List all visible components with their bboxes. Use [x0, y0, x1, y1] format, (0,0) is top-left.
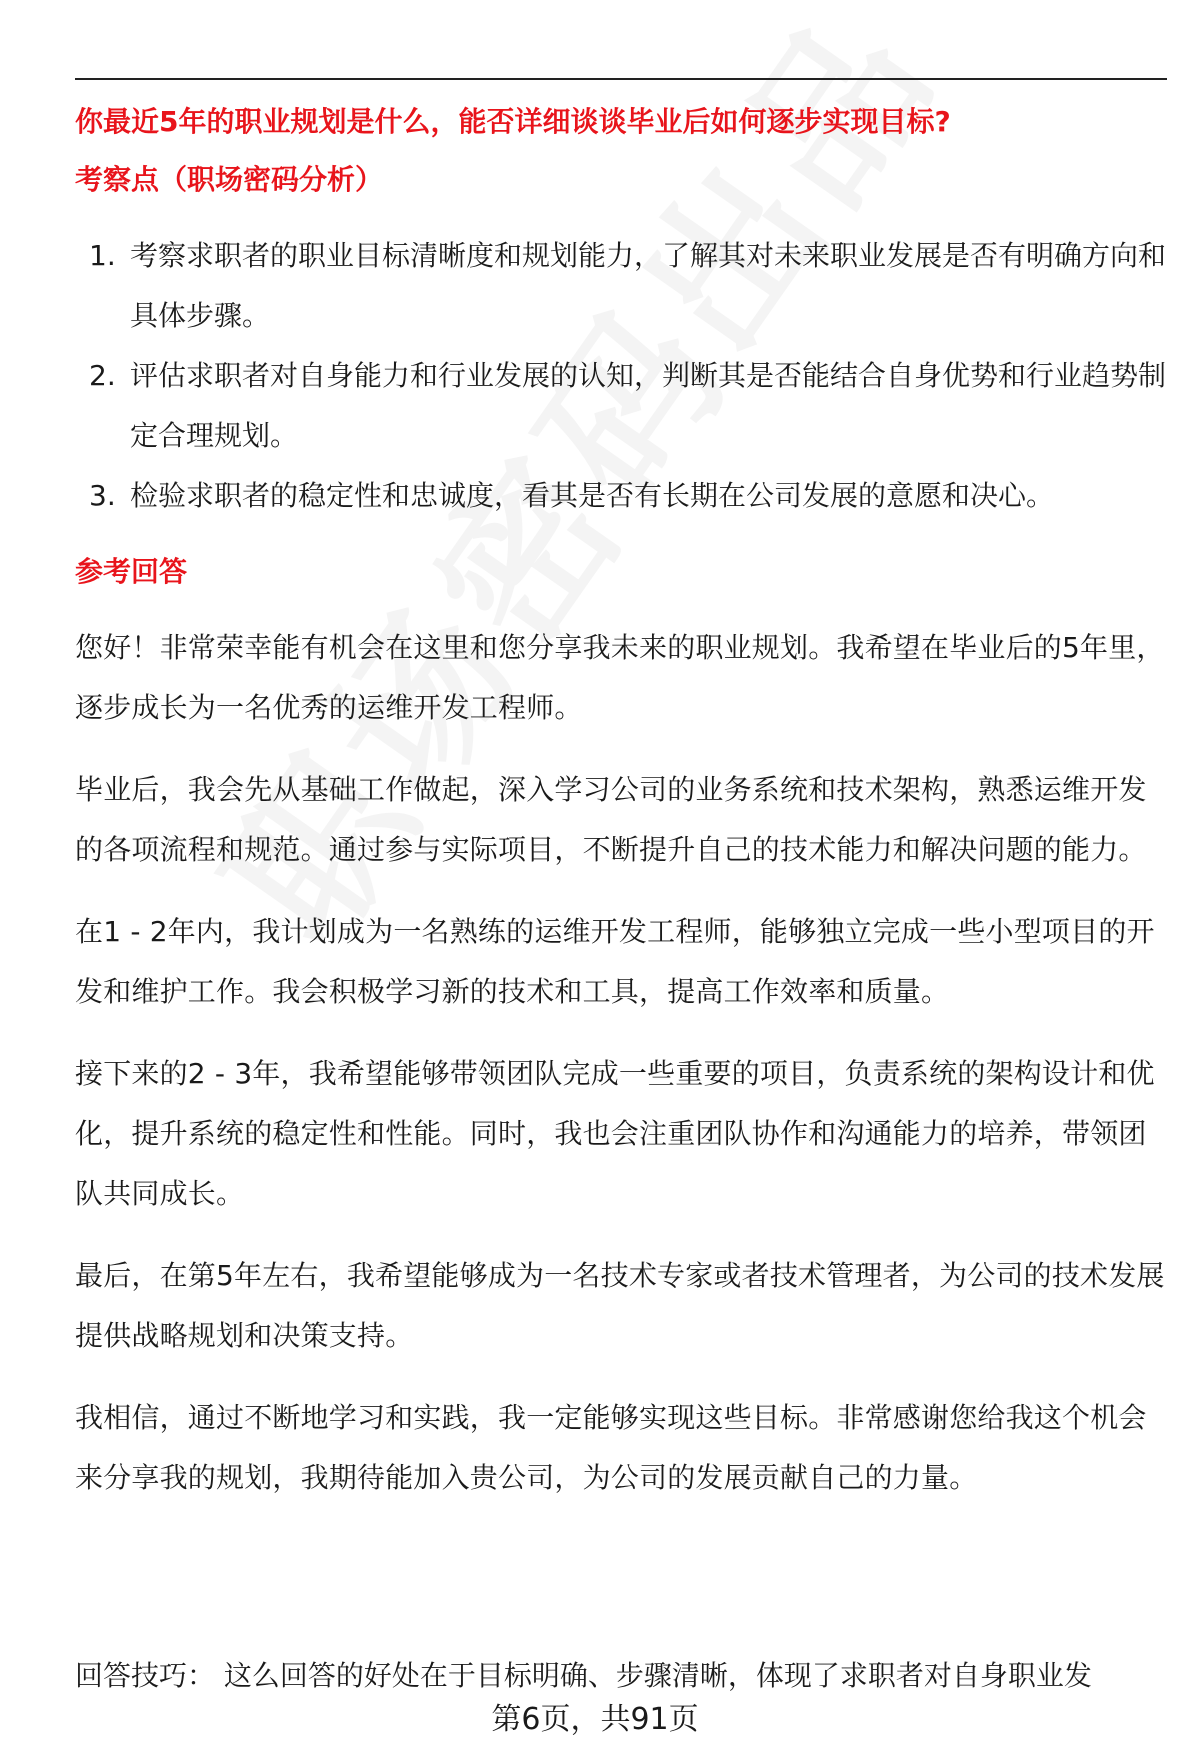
- answer-paragraph: 您好！非常荣幸能有机会在这里和您分享我未来的职业规划。我希望在毕业后的5年里，逐步成长为一名优秀的运维开发工程师。: [75, 631, 1165, 724]
- answer-paragraph: 接下来的2 - 3年，我希望能够带领团队完成一些重要的项目，负责系统的架构设计和优化，提升系统的稳定性和性能。同时，我也会注重团队协作和沟通能力的培养，带领团队共同成长。: [75, 1057, 1155, 1210]
- answer-paragraph: 毕业后，我会先从基础工作做起，深入学习公司的业务系统和技术架构，熟悉运维开发的各项流程和规范。通过参与实际项目，不断提升自己的技术能力和解决问题的能力。: [75, 773, 1147, 866]
- point-number: 3.: [89, 479, 116, 512]
- points-heading: 考察点（职场密码分析）: [75, 163, 384, 196]
- point-item: [75, 346, 1167, 466]
- question-title: 你最近5年的职业规划是什么，能否详细谈谈毕业后如何逐步实现目标?: [75, 105, 951, 138]
- answer-tip: [75, 1658, 1185, 1694]
- point-text: 评估求职者对自身能力和行业发展的认知，判断其是否能结合自身优势和行业趋势制定合理规划。: [130, 359, 1167, 452]
- point-number: 1.: [89, 239, 116, 272]
- page-content: [75, 96, 1167, 1508]
- point-text: 检验求职者的稳定性和忠诚度，看其是否有长期在公司发展的意愿和决心。: [130, 479, 1055, 512]
- tip-label: 回答技巧：: [75, 1659, 216, 1692]
- header-rule: [75, 78, 1167, 80]
- answer-paragraph: 我相信，通过不断地学习和实践，我一定能够实现这些目标。非常感谢您给我这个机会来分享我的规划，我期待能加入贵公司，为公司的发展贡献自己的力量。: [75, 1401, 1147, 1494]
- page-number: 第6页，共91页: [491, 1702, 699, 1737]
- answer-heading: 参考回答: [75, 555, 188, 588]
- point-item: [75, 466, 1167, 526]
- point-number: 2.: [89, 359, 116, 392]
- point-text: 考察求职者的职业目标清晰度和规划能力，了解其对未来职业发展是否有明确方向和具体步骤。: [130, 239, 1167, 332]
- answer-paragraph: 在1 - 2年内，我计划成为一名熟练的运维开发工程师，能够独立完成一些小型项目的开发和维护工作。我会积极学习新的技术和工具，提高工作效率和质量。: [75, 915, 1155, 1008]
- tip-text: 这么回答的好处在于目标明确、步骤清晰，体现了求职者对自身职业发: [223, 1659, 1092, 1692]
- points-list: [75, 226, 1167, 526]
- point-item: [75, 226, 1167, 346]
- answer-paragraph: 最后，在第5年左右，我希望能够成为一名技术专家或者技术管理者，为公司的技术发展提供战略规划和决策支持。: [75, 1259, 1165, 1352]
